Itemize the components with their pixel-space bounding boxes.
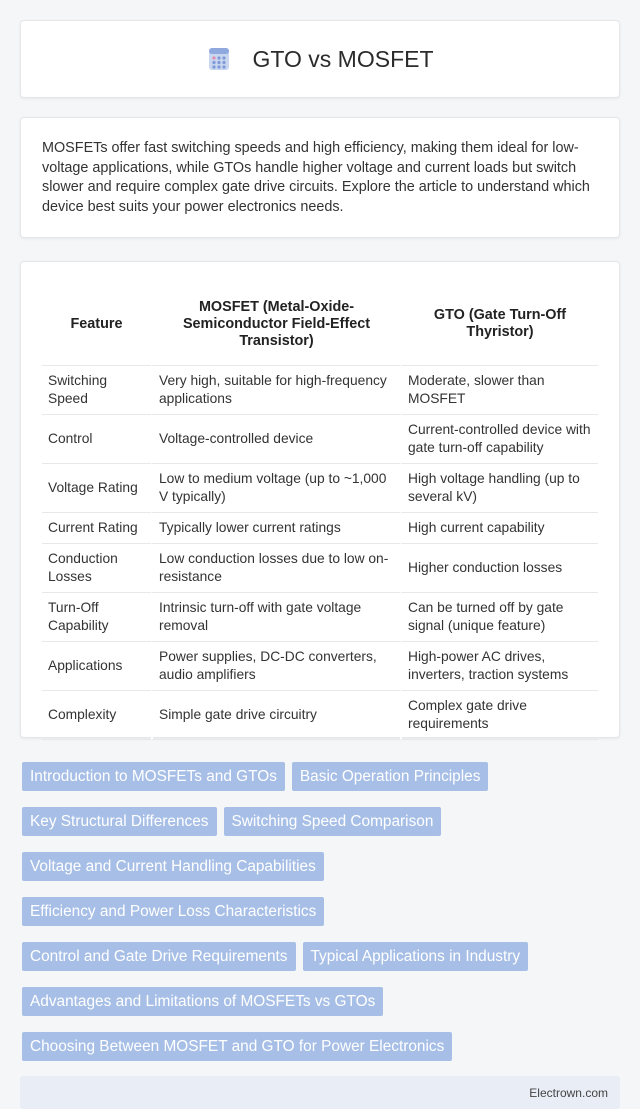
footer xyxy=(20,1076,620,1109)
table-header-row xyxy=(42,283,598,366)
gto-cell: Higher conduction losses xyxy=(400,544,598,593)
feature-cell: Turn-Off Capability xyxy=(42,593,151,642)
table-row xyxy=(42,544,598,593)
intro-text: MOSFETs offer fast switching speeds and high efficiency, making them ideal for low-voltage applications, while GTOs handle higher voltage and current loads but switch slower and require complex gate drive circuits. Explore the article to understand which device best suits your power electronics needs. xyxy=(42,140,590,215)
table-row xyxy=(42,642,598,691)
gto-cell: High current capability xyxy=(400,513,598,544)
feature-cell: Complexity xyxy=(42,691,151,740)
header-feature: Feature xyxy=(42,283,151,366)
feature-cell: Applications xyxy=(42,642,151,691)
topic-link-basic-operation[interactable]: Basic Operation Principles xyxy=(292,762,489,791)
table-row xyxy=(42,691,598,740)
topic-link-introduction[interactable]: Introduction to MOSFETs and GTOs xyxy=(22,762,285,791)
gto-cell: Moderate, slower than MOSFET xyxy=(400,366,598,415)
mosfet-cell: Very high, suitable for high-frequency applications xyxy=(151,366,400,415)
mosfet-cell: Simple gate drive circuitry xyxy=(151,691,400,740)
table-row xyxy=(42,464,598,513)
intro-card xyxy=(20,117,620,238)
topic-link-efficiency[interactable]: Efficiency and Power Loss Characteristics xyxy=(22,897,324,926)
mosfet-cell: Low to medium voltage (up to ~1,000 V typically) xyxy=(151,464,400,513)
table-row xyxy=(42,513,598,544)
feature-cell: Switching Speed xyxy=(42,366,151,415)
mosfet-cell: Intrinsic turn-off with gate voltage removal xyxy=(151,593,400,642)
gto-cell: High-power AC drives, inverters, traction systems xyxy=(400,642,598,691)
topic-tags xyxy=(22,762,620,1061)
gto-cell: Can be turned off by gate signal (unique feature) xyxy=(400,593,598,642)
table-row xyxy=(42,366,598,415)
table-row xyxy=(42,415,598,464)
topic-link-structural-differences[interactable]: Key Structural Differences xyxy=(22,807,217,836)
feature-cell: Conduction Losses xyxy=(42,544,151,593)
topic-link-voltage-current[interactable]: Voltage and Current Handling Capabilities xyxy=(22,852,324,881)
calculator-grid-icon xyxy=(206,46,232,72)
mosfet-cell: Typically lower current ratings xyxy=(151,513,400,544)
mosfet-cell: Power supplies, DC-DC converters, audio amplifiers xyxy=(151,642,400,691)
feature-cell: Current Rating xyxy=(42,513,151,544)
topic-link-switching-speed[interactable]: Switching Speed Comparison xyxy=(224,807,442,836)
header-mosfet: MOSFET (Metal-Oxide-Semiconductor Field-Effect Transistor) xyxy=(151,283,400,366)
mosfet-cell: Voltage-controlled device xyxy=(151,415,400,464)
comparison-table-card xyxy=(20,261,620,738)
topic-link-choosing[interactable]: Choosing Between MOSFET and GTO for Power Electronics xyxy=(22,1032,452,1061)
feature-cell: Voltage Rating xyxy=(42,464,151,513)
footer-brand[interactable]: Electrown.com xyxy=(529,1085,608,1100)
title-card xyxy=(20,20,620,98)
comparison-table xyxy=(42,283,598,740)
feature-cell: Control xyxy=(42,415,151,464)
gto-cell: Current-controlled device with gate turn-off capability xyxy=(400,415,598,464)
header-gto: GTO (Gate Turn-Off Thyristor) xyxy=(400,283,598,366)
topic-link-advantages[interactable]: Advantages and Limitations of MOSFETs vs GTOs xyxy=(22,987,383,1016)
topic-link-gate-drive[interactable]: Control and Gate Drive Requirements xyxy=(22,942,296,971)
page-title: GTO vs MOSFET xyxy=(252,45,434,72)
gto-cell: High voltage handling (up to several kV) xyxy=(400,464,598,513)
topic-link-applications[interactable]: Typical Applications in Industry xyxy=(303,942,529,971)
mosfet-cell: Low conduction losses due to low on-resistance xyxy=(151,544,400,593)
table-row xyxy=(42,593,598,642)
gto-cell: Complex gate drive requirements xyxy=(400,691,598,740)
